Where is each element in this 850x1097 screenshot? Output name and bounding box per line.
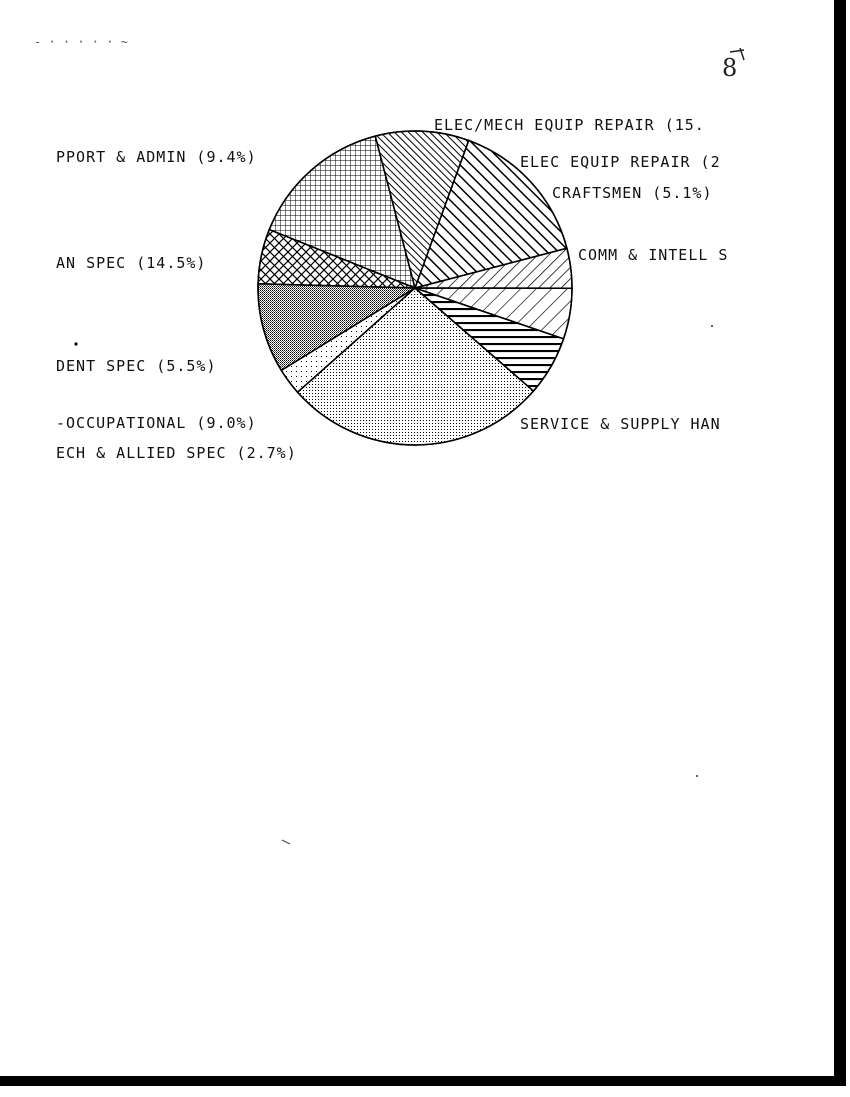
- scan-speck: [74, 342, 77, 345]
- slice-label-service-supply: SERVICE & SUPPLY HAN: [520, 415, 721, 433]
- slice-label-dent-spec: DENT SPEC (5.5%): [56, 357, 217, 375]
- slice-label-elec-equip-repair: ELEC EQUIP REPAIR (2: [520, 153, 721, 171]
- corner-scribble: - · · · · · ~: [34, 35, 128, 49]
- slice-label-comm-intell: COMM & INTELL S: [578, 246, 729, 264]
- scan-speck: [696, 775, 698, 777]
- slice-label-occupational: -OCCUPATIONAL (9.0%): [56, 414, 257, 432]
- slice-label-tech-allied-spec: ECH & ALLIED SPEC (2.7%): [56, 444, 297, 462]
- slice-label-an-spec: AN SPEC (14.5%): [56, 254, 207, 272]
- pie-slices: [258, 131, 572, 445]
- scan-speck: [282, 840, 290, 844]
- slice-label-support-admin: PPORT & ADMIN (9.4%): [56, 148, 257, 166]
- slice-label-craftsmen: CRAFTSMEN (5.1%): [552, 184, 713, 202]
- scan-speck: [711, 325, 713, 327]
- page-mark: 8: [722, 54, 738, 82]
- slice-label-elec-mech-equip-repair: ELEC/MECH EQUIP REPAIR (15.: [434, 116, 705, 134]
